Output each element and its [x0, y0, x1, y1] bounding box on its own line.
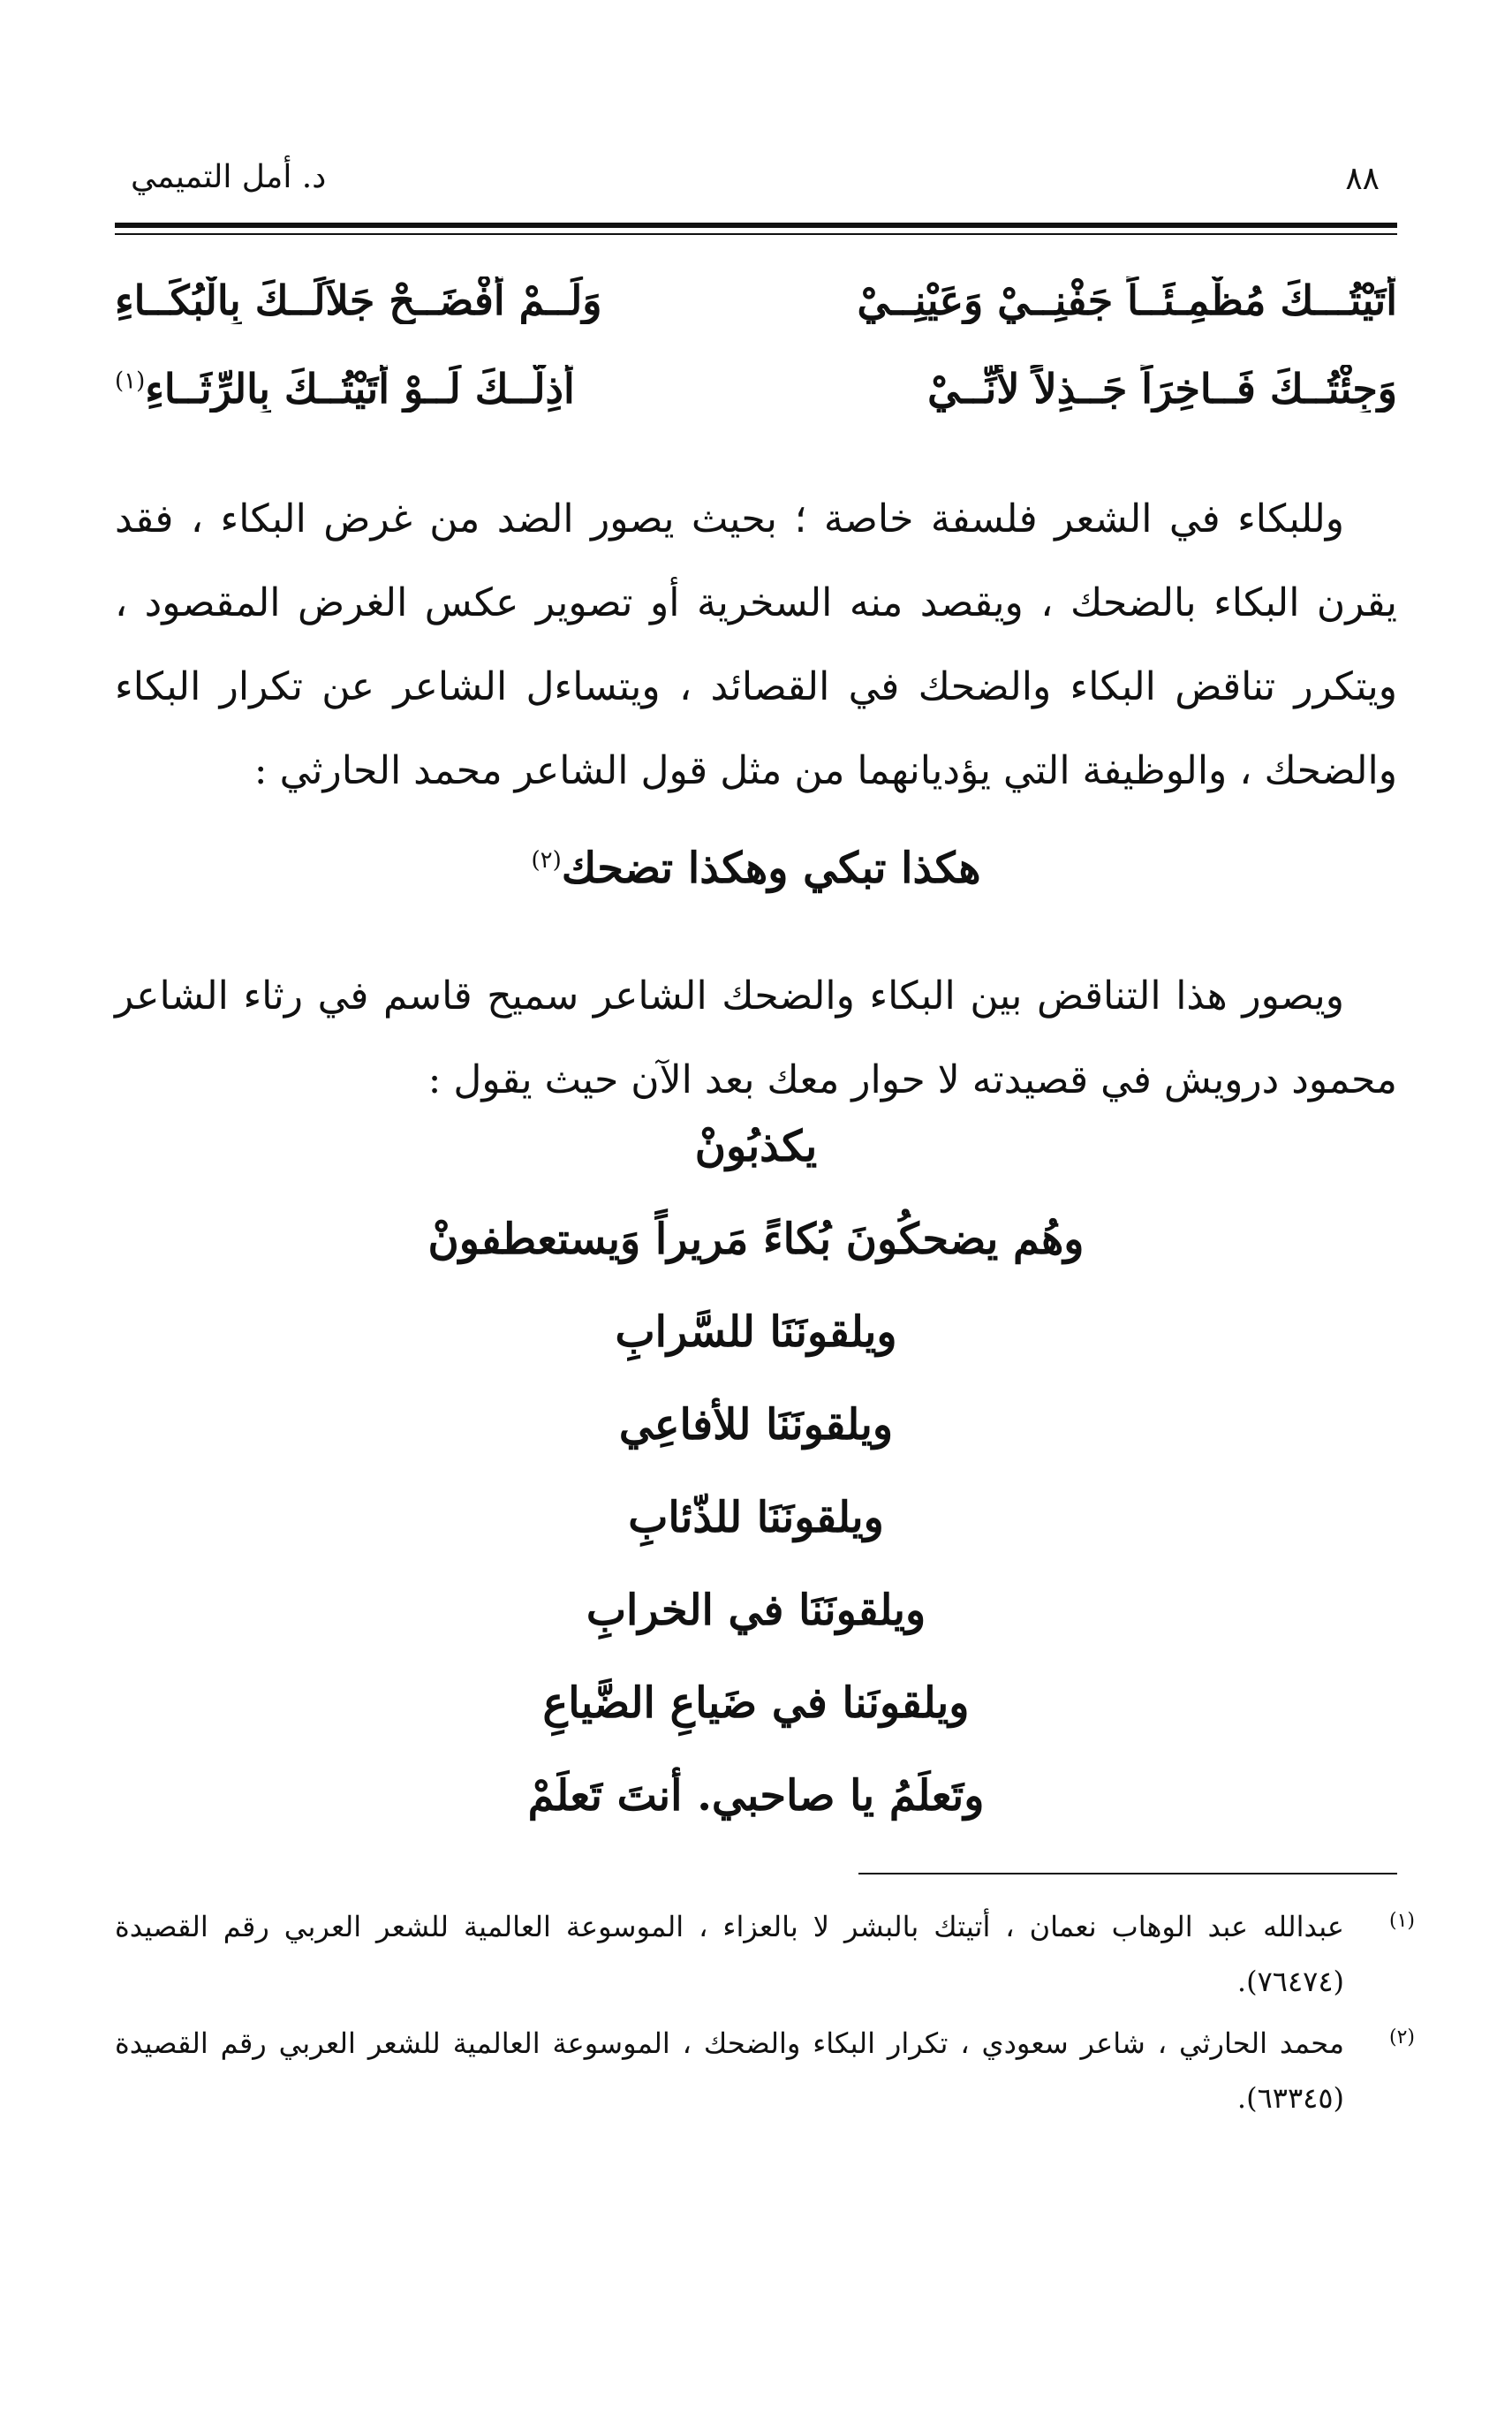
paragraph-text: ويصور هذا التناقض بين البكاء والضحك الشاعر سميح قاسم في رثاء الشاعر محمود درويش في قصيدته لا حوار معك بعد الآن حيث يقول :: [115, 973, 1397, 1102]
verse-row: [115, 256, 1397, 345]
footnote-number: (٢): [1388, 2026, 1415, 2049]
footnotes: [115, 1899, 1415, 2132]
footnote-ref: (١): [115, 367, 146, 395]
footnote-text: محمد الحارثي ، شاعر سعودي ، تكرار البكاء والضحك ، الموسوعة العالمية للشعر العربي رقم القصيدة (٦٣٣٤٥).: [115, 2026, 1344, 2115]
footnote-ref: (٢): [531, 847, 562, 874]
verse-second-hemistich: [115, 276, 705, 324]
poem-line: ويلقونَنَا في الخرابِ: [586, 1586, 926, 1635]
poem-line: ويلقونَنا في ضَياعِ الضَّياعِ: [542, 1678, 970, 1728]
poem-line: ويلقونَنَا للأفاعِي: [618, 1400, 894, 1450]
poem-line: ويلقونَنَا للذّئابِ: [628, 1493, 884, 1542]
body-paragraph: [115, 954, 1397, 1122]
poem-line: ويلقونَنَا للسَّرابِ: [615, 1307, 897, 1357]
verse-second-hemistich: [115, 365, 705, 413]
quoted-verse: [115, 844, 1397, 893]
body-paragraph: [115, 477, 1397, 813]
footnote-text: عبدالله عبد الوهاب نعمان ، أتيتك بالبشر لا بالعزاء ، الموسوعة العالمية للشعر العربي رقم القصيدة (٧٦٤٧٤).: [115, 1910, 1344, 1998]
verse-text: وَلَــمْ أَفْضَــحْ جَلاَلَــكَ بِالْبُكَــاءِ: [115, 276, 602, 324]
running-head-author: د. أمل التميمي: [131, 159, 327, 195]
page-number: ٨٨: [1345, 161, 1380, 197]
paragraph-text: وللبكاء في الشعر فلسفة خاصة ؛ بحيث يصور الضد من غرض البكاء ، فقد يقرن البكاء بالضحك ، ويقصد منه السخرية أو تصوير عكس الغرض المقصود ، ويتكرر تناقض البكاء والضحك في القصائد ، ويتساءل الشاعر عن تكرار البكاء والضحك ، والوظيفة التي يؤديانهما من مثل قول الشاعر محمد الحارثي :: [115, 496, 1397, 793]
page-header: [115, 148, 1397, 210]
header-rule-thick: [115, 223, 1397, 228]
verse-first-hemistich: أَتَيْتُـــكَ مُظْمِـئَــاً جَفْنِــيْ وَعَيْنِــيْ: [857, 276, 1397, 324]
verse-row: [115, 345, 1397, 433]
poem-line: وتَعلَمُ يا صاحبي. أنتَ تَعلَمْ: [527, 1771, 985, 1821]
verse-block: [115, 256, 1397, 433]
footnote: [115, 2016, 1415, 2125]
quote-text: هكذا تبكي وهكذا تضحك: [561, 844, 981, 893]
poem-line: يكذبُونْ: [694, 1122, 818, 1171]
footnote-number: (١): [1388, 1910, 1415, 1932]
verse-text: أُذِلُّــكَ لَــوْ أَتَيْتُــكَ بِالرِّثَــاءِ: [145, 365, 575, 413]
header-rule-thin: [115, 233, 1397, 235]
footnote-separator: [858, 1873, 1397, 1874]
verse-first-hemistich: وَجِئْتُــكَ فَــاخِرَاً جَــذِلاً لأَنِّــيْ: [927, 365, 1397, 413]
footnote: [115, 1899, 1415, 2009]
poem-line: وهُم يضحكُونَ بُكاءً مَريراً وَيستعطفونْ: [427, 1215, 1085, 1264]
